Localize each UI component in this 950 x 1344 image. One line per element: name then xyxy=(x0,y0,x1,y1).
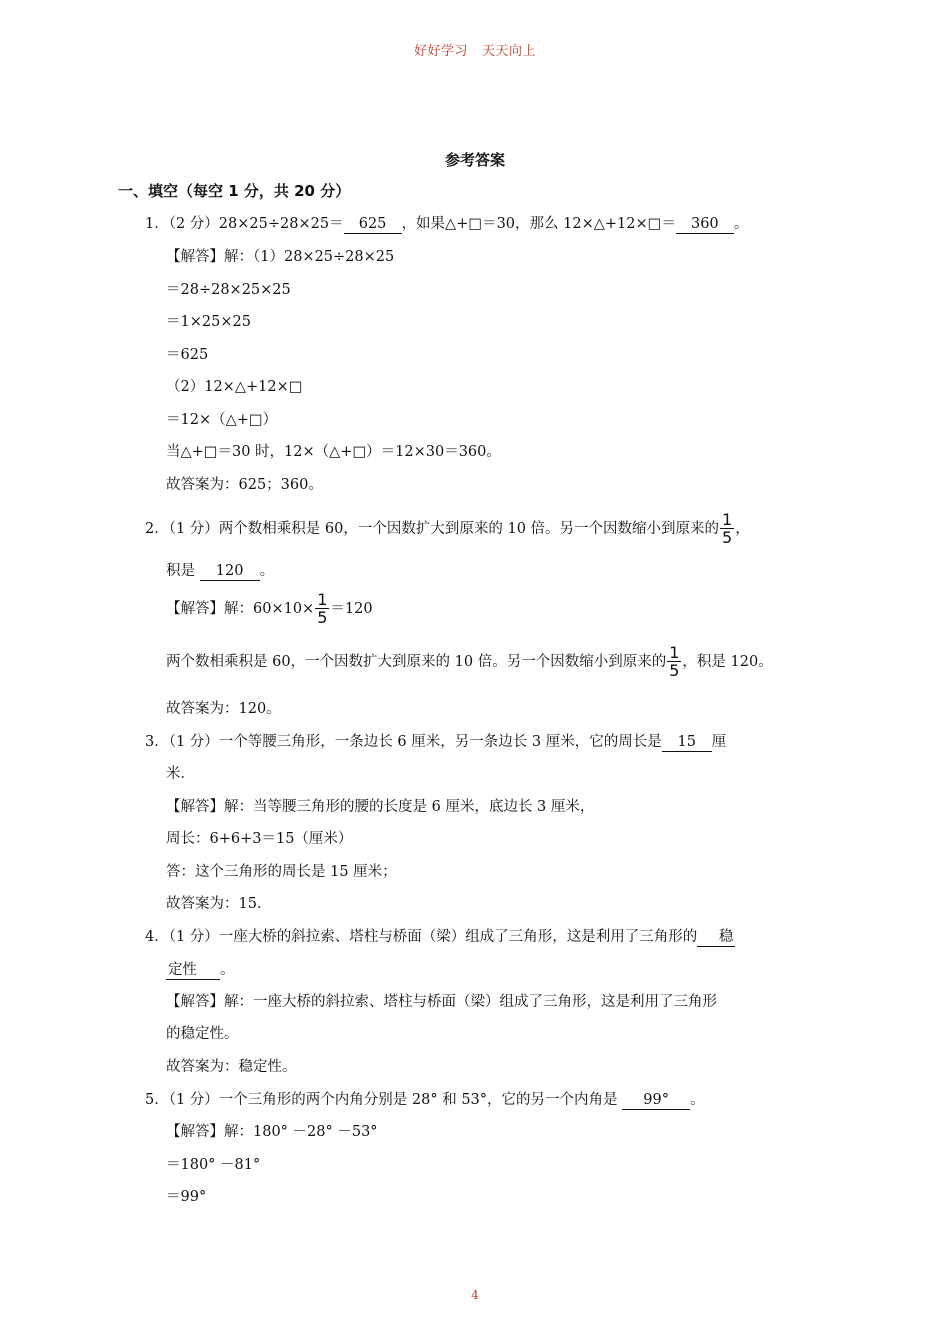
solution-line xyxy=(166,589,373,629)
question-2-text-a: 2．（1 分）两个数相乘积是 60，一个因数扩大到原来的 10 倍。另一个因数缩小到原来的 xyxy=(145,521,720,537)
solution-line: 【解答】解：一座大桥的斜拉索、塔柱与桥面（梁）组成了三角形，这是利用了三角形 xyxy=(166,994,717,1010)
question-2-text-b: 积是 xyxy=(166,563,195,579)
answer-blank-3: 15 xyxy=(662,734,712,752)
solution-line: 【解答】解：180° －28° －53° xyxy=(166,1124,378,1140)
fraction-numerator: 1 xyxy=(722,510,733,529)
question-4 xyxy=(145,927,735,947)
solution-text-b: ，积是 120。 xyxy=(682,654,773,670)
solution-line: 的稳定性。 xyxy=(166,1026,239,1042)
answer-blank-1b: 360 xyxy=(676,216,734,234)
solution-line: ＝99° xyxy=(166,1189,207,1205)
header-motto-left: 好好学习 xyxy=(413,44,468,59)
fraction-denominator: 5 xyxy=(317,608,328,627)
solution-text-a: 两个数相乘积是 60，一个因数扩大到原来的 10 倍。另一个因数缩小到原来的 xyxy=(166,654,667,670)
question-1-text-a: 1．（2 分）28×25÷28×25＝ xyxy=(145,216,344,232)
section-heading-fill-blank: 一、填空（每空 1 分，共 20 分） xyxy=(118,182,351,200)
answer-blank-1a: 625 xyxy=(344,216,402,234)
page-number: 4 xyxy=(471,1288,479,1302)
solution-line: ＝180° －81° xyxy=(166,1157,261,1173)
question-3-text-a: 3．（1 分）一个等腰三角形，一条边长 6 厘米，另一条边长 3 厘米，它的周长是 xyxy=(145,734,662,750)
fraction-denominator: 5 xyxy=(722,528,733,547)
fraction-numerator: 1 xyxy=(669,643,680,662)
question-1-text-c: 。 xyxy=(733,216,749,232)
solution-line: 【解答】解：当等腰三角形的腰的长度是 6 厘米，底边长 3 厘米， xyxy=(166,799,595,815)
answer-title: 参考答案 xyxy=(444,151,505,169)
question-4-text-a: 4．（1 分）一座大桥的斜拉索、塔柱与桥面（梁）组成了三角形，这是利用了三角形的 xyxy=(145,929,698,945)
question-1-text-b: ，如果△+□＝30，那么 12×△+12×□＝ xyxy=(401,216,676,232)
solution-text-a: 【解答】解：60×10× xyxy=(166,601,315,617)
solution-text-b: ＝120 xyxy=(330,601,373,617)
solution-line: ＝28÷28×25×25 xyxy=(166,282,291,298)
question-2-text-c: 。 xyxy=(259,563,275,579)
solution-line: 当△+□＝30 时，12×（△+□）＝12×30＝360。 xyxy=(166,444,501,460)
solution-line: 周长：6+6+3＝15（厘米） xyxy=(166,831,353,847)
solution-line xyxy=(166,642,773,682)
question-3-continued: 米． xyxy=(166,766,195,782)
fraction-one-fifth xyxy=(720,512,734,546)
final-answer: 故答案为：625；360。 xyxy=(166,477,323,493)
solution-line: ＝12×（△+□） xyxy=(166,412,278,428)
final-answer: 故答案为：120。 xyxy=(166,701,281,717)
answer-blank-2: 120 xyxy=(200,563,260,581)
answer-blank-4a: 稳 xyxy=(697,929,735,947)
final-answer: 故答案为：15． xyxy=(166,896,272,912)
question-3 xyxy=(145,732,726,752)
header-motto-right: 天天向上 xyxy=(482,44,537,59)
solution-line: 答：这个三角形的周长是 15 厘米； xyxy=(166,864,397,880)
question-3-text-b: 厘 xyxy=(711,734,727,750)
question-4-continued xyxy=(166,960,235,980)
fraction-one-fifth xyxy=(315,592,329,626)
question-5 xyxy=(145,1090,705,1110)
solution-line: 【解答】解：（1）28×25÷28×25 xyxy=(166,249,395,265)
question-1 xyxy=(145,214,748,234)
answer-blank-4b: 定性 xyxy=(166,962,220,980)
answer-blank-5: 99° xyxy=(622,1092,690,1110)
solution-line: ＝625 xyxy=(166,347,209,363)
final-answer: 故答案为：稳定性。 xyxy=(166,1059,297,1075)
question-2 xyxy=(145,509,750,549)
fraction-one-fifth xyxy=(667,645,681,679)
question-5-text-a: 5．（1 分）一个三角形的两个内角分别是 28° 和 53°，它的另一个内角是 xyxy=(145,1092,618,1108)
fraction-numerator: 1 xyxy=(317,590,328,609)
question-2-comma: ， xyxy=(735,521,750,537)
question-5-text-b: 。 xyxy=(690,1092,705,1108)
solution-line: （2）12×△+12×□ xyxy=(166,379,303,395)
question-2-continued xyxy=(166,561,274,581)
page-header xyxy=(0,40,950,59)
fraction-denominator: 5 xyxy=(669,661,680,680)
question-4-text-b: 。 xyxy=(220,962,235,978)
solution-line: ＝1×25×25 xyxy=(166,314,251,330)
